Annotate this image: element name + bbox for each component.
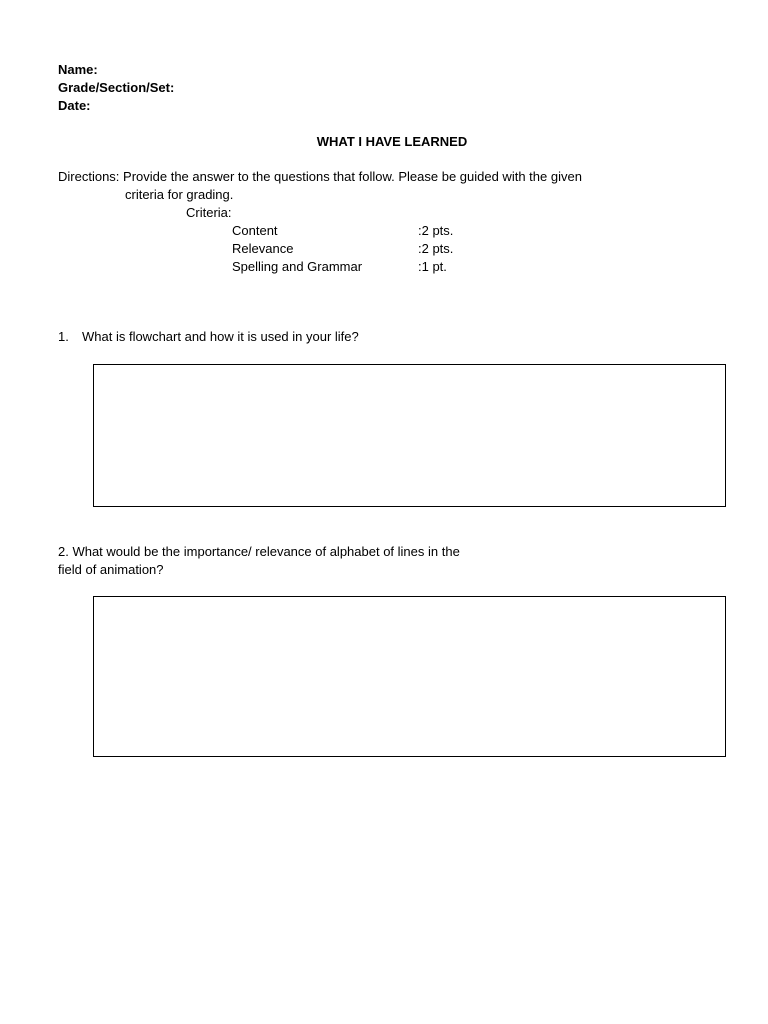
name-label: Name: bbox=[58, 62, 98, 77]
grade-section-set-label: Grade/Section/Set: bbox=[58, 80, 175, 95]
criteria-item-spelling-name: Spelling and Grammar bbox=[232, 259, 363, 274]
criteria-item-content-name: Content bbox=[232, 223, 278, 238]
page-title: WHAT I HAVE LEARNED bbox=[316, 134, 468, 149]
criteria-item-spelling-points: :1 pt. bbox=[418, 259, 447, 274]
criteria-item-relevance-points: :2 pts. bbox=[418, 241, 454, 256]
directions-line-2: criteria for grading. bbox=[125, 187, 234, 202]
answer-box-2[interactable] bbox=[93, 596, 726, 757]
question-2-line-2: field of animation? bbox=[58, 562, 164, 577]
question-2-line-1: 2. What would be the importance/ relevance of alphabet of lines in the bbox=[58, 544, 460, 559]
question-1-number: 1. bbox=[58, 329, 69, 344]
criteria-label: Criteria: bbox=[186, 205, 232, 220]
criteria-item-relevance-name: Relevance bbox=[232, 241, 294, 256]
date-label: Date: bbox=[58, 98, 91, 113]
question-1-text: What is flowchart and how it is used in your life? bbox=[82, 329, 359, 344]
answer-box-1[interactable] bbox=[93, 364, 726, 507]
criteria-item-content-points: :2 pts. bbox=[418, 223, 454, 238]
directions-line-1: Directions: Provide the answer to the questions that follow. Please be guided with the given bbox=[58, 169, 582, 184]
